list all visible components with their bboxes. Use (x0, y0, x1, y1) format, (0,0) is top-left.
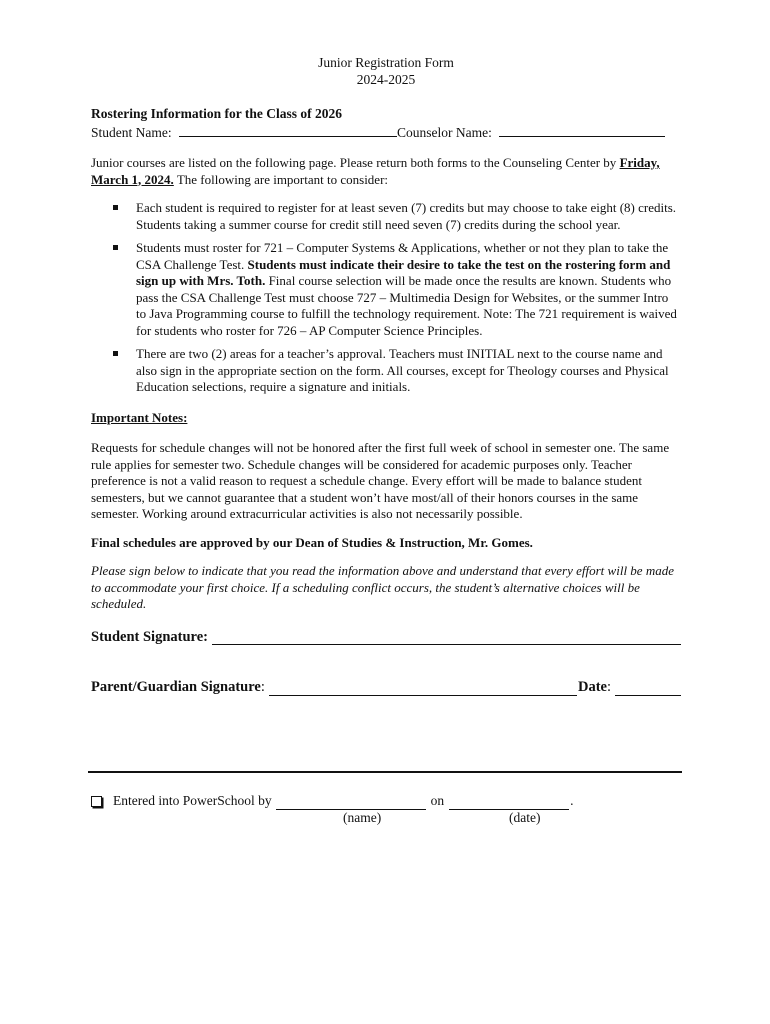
parent-signature-colon: : (260, 679, 265, 695)
names-row (91, 123, 681, 142)
form-page (91, 54, 681, 696)
rule-text-bold: Students must indicate their desire to take the test on the rostering form and sign up with Mrs. Toth. (136, 256, 671, 288)
rule-text: There are two (2) areas for a teacher’s approval. Teachers must INITIAL next to the course name and also sign in the appropriate section on the form. All courses, except for Theology courses and Physical Education selections, require a signature and initials. (136, 346, 669, 394)
rule-text: Students must roster for 721 – Computer Systems & Applications, whether or not they plan to take the CSA Challenge Test. (136, 240, 669, 272)
counselor-name-field[interactable] (499, 123, 665, 137)
rostering-title: Rostering Information for the Class of 2026 (91, 106, 342, 121)
date-caption: (date) (509, 809, 541, 825)
list-item (91, 240, 681, 339)
form-title: Junior Registration Form (318, 55, 454, 70)
entered-by-name-field[interactable] (276, 796, 426, 810)
important-notes-heading: Important Notes: (91, 409, 188, 425)
section-divider (88, 771, 682, 773)
checkbox-icon[interactable] (91, 796, 102, 807)
rule-text: Each student is required to register for at least seven (7) credits but may choose to take eight (8) credits. Students taking a summer course for credit still need seven (7) credits during the school year. (136, 200, 677, 232)
list-item (91, 346, 681, 396)
parent-signature-row (91, 679, 681, 696)
due-date: Friday, March 1, 2024. (91, 155, 660, 187)
school-year: 2024-2025 (356, 72, 416, 87)
date-colon: : (606, 679, 611, 695)
student-signature-row (91, 629, 681, 646)
entry-period: . (570, 793, 574, 808)
powerschool-entry (91, 793, 681, 828)
date-field[interactable] (615, 681, 681, 696)
student-signature-field[interactable] (212, 630, 681, 645)
date-label: Date (577, 679, 607, 695)
intro-text: Junior courses are listed on the following page. Please return both forms to the Counseling Center by (91, 155, 620, 170)
powerschool-entry-line (91, 793, 681, 810)
parent-signature-field[interactable] (269, 681, 577, 696)
intro-text-after: The following are important to consider: (173, 171, 389, 187)
entry-prefix: Entered into PowerSchool by (113, 793, 272, 808)
entry-captions (91, 810, 681, 828)
intro-paragraph (91, 155, 681, 188)
square-bullet-icon (113, 245, 118, 250)
square-bullet-icon (113, 205, 118, 210)
form-header (91, 54, 681, 88)
sign-instructions: Please sign below to indicate that you read the information above and understand that every effort will be made to accommodate your first choice. If a scheduling conflict occurs, the student’s alternative choices will be scheduled. (91, 563, 674, 611)
list-item (91, 200, 681, 233)
counselor-name-label: Counselor Name: (397, 124, 492, 140)
student-name-field[interactable] (179, 123, 397, 137)
entry-on-label: on (430, 793, 445, 808)
name-caption: (name) (343, 809, 382, 825)
square-bullet-icon (113, 351, 118, 356)
entered-date-field[interactable] (449, 796, 569, 810)
parent-signature-label: Parent/Guardian Signature (91, 679, 261, 695)
student-signature-label: Student Signature: (91, 628, 208, 645)
rule-text: Final course selection will be made once the results are known. Students who pass the CSA Challenge Test must choose 727 – Multimedia Design for Websites, or the summer Intro to Java Programming course to fulfill the technology requirement. Note: The 721 requirement is waived for students who roster for 726 – AP Computer Science Principles. (136, 273, 677, 338)
student-name-label: Student Name: (91, 124, 172, 140)
final-schedules-note: Final schedules are approved by our Dean of Studies & Instruction, Mr. Gomes. (91, 534, 533, 550)
rules-list (91, 200, 681, 396)
important-notes-body: Requests for schedule changes will not be honored after the first full week of school in semester one. The same rule applies for semester two. Schedule changes will be considered for academic purposes only. Teacher preference is not a valid reason to request a schedule change. Every effort will be made to balance student semesters, but we cannot guarantee that a student won’t have most/all of their honors courses in the same semester. Working around extracurricular activities is also not necessarily possible. (91, 440, 670, 521)
